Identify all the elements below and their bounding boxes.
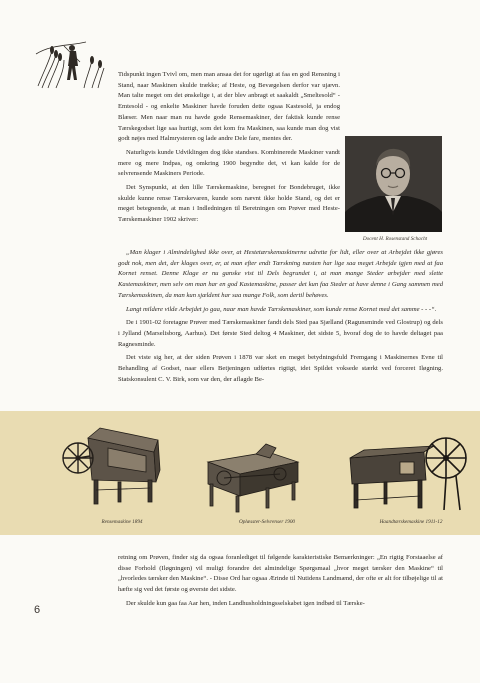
cleaning-machine-illustration: [58, 420, 168, 510]
portrait-figure-illustration: [345, 136, 442, 232]
paragraph: Der skulde kun gaa faa Aar hen, inden Landhusholdningsselskabet igen indbød til Tærske-: [126, 599, 365, 607]
paragraph: Tidspunkt ingen Tvivl om, men man ansaa det for ugørligt at faa en god Rensning i Stand, naar Maskinen skulde trække; af Heste, og Bevægelsen derfor var ujævn. Man talte meget om det ønskelige i, at der blev anbragt et saakaldt „Smeltesold“ - Emtesold - og enkelte Maskiner havde foruden dette ogsaa Kastesold, ja endog Blæser. Men naar man nu havde gode Rensemaskiner, der faktisk kunde rense Tærskegodset lige saa hurtigt, som det kom fra Maskinen, saa kunde man dog vist godt nøjes med Halmrysteren og lade andre Dele fare, mentes der.: [118, 71, 340, 143]
portrait-caption: Docent H. Rosenstand Schacht: [362, 236, 428, 242]
paragraph: Det Synspunkt, at den lille Tærskemaskine, beregnet for Bondebruget, ikke skulde kunne rense Tærskevaren, kunde som nævnt ikke holde Stand, og det er meget betegnende, at man i Indledningen til Beretningen om Prøver med Heste-Tærskemaskiner 1902 skriver:: [118, 184, 340, 224]
text-column-bottom: [118, 553, 443, 613]
paragraph: retning om Prøven, finder sig da ogsaa foranlediget til følgende karakteristiske Bemærkninger: „En rigtig Forstaaelse af disse Forhold (Iløgningen) vil muligt forandre det almindelige Spørgsmaal „hvor meget tærsker den Maskine“ til „hvorledes tærsker den Maskine“. - Disse Ord har ogsaa Ærinde til Nutidens Landmænd, der ofte er alt for tilbøjelige til at hæfte sig ved det første og øverste det sidste.: [118, 554, 443, 594]
quote-paragraph: „Man klager i Almindelighed ikke over, at Hestetærskemaskinerne udrette for lidt, eller over at Arbejdet ikke gjøres godt nok, men det, der klages over, er, at man efter endt Tærskning næsten har lige saa meget Arbejde igjen med at faa Kornet renset. Denne Klage er nu ganske vist til Dels begrundet i, at man mange Steder arbejder med slette Kastemaskiner, men selv om man har en god Kastemaskine, passer det kun faa Steder at have denne i Gang sammen med Tærskemaskinen, da man kun sjældent har saa mange Folk, som dertil behøves.: [118, 249, 443, 299]
quote-paragraph: Langt mildere vilde Arbejdet jo gaa, naar man havde Tærskemaskiner, som kunde rense Kornet med det samme - - -“.: [126, 305, 437, 313]
portrait-photo: [345, 136, 442, 232]
machine-caption-1: Rensemaskine 1894: [101, 519, 143, 525]
paragraph: De i 1901-02 foretagne Prøver med Tærskemaskiner fandt dels Sted paa Sjælland (Ragunsminde ved Glostrup) og dels i Jylland (Marselisborg, Aarhus). Det første Sted deltog 4 Maskiner, det sidste 5, hvoraf dog de to havde deltaget paa Ragnesminde.: [118, 319, 443, 348]
text-column-full: [118, 248, 443, 388]
paragraph: Naturligvis kunde Udviklingen dog ikke standses. Kombinerede Maskiner vandt mere og mere Indpas, og omkring 1900 begyndte det, vi kan kalde for de selvrensende Maskiners Periode.: [118, 148, 340, 178]
hand-thresher-illustration: [344, 428, 470, 516]
machine-caption-3: Haandtærskemaskine 1911-12: [379, 519, 443, 525]
machine-caption-2: Oplæsster-Selvrenser 1900: [238, 519, 296, 525]
paragraph: Det viste sig her, at der siden Prøven i 1878 var sket en meget betydningsfuld Fremgang i Maskinernes Evne til Behandling af Godset, naar ellers Betjeningen udførtes rigtigt, idet Spildet voksede stærkt ved forceret Iløgning. Statskonsulent C. V. Birk, som var den, der aflagde Be-: [118, 354, 443, 383]
reaper-vignette-illustration: [34, 36, 106, 90]
page-number: 6: [34, 604, 41, 616]
text-column-top: [118, 70, 340, 229]
self-cleaning-thresher-illustration: [196, 440, 304, 516]
